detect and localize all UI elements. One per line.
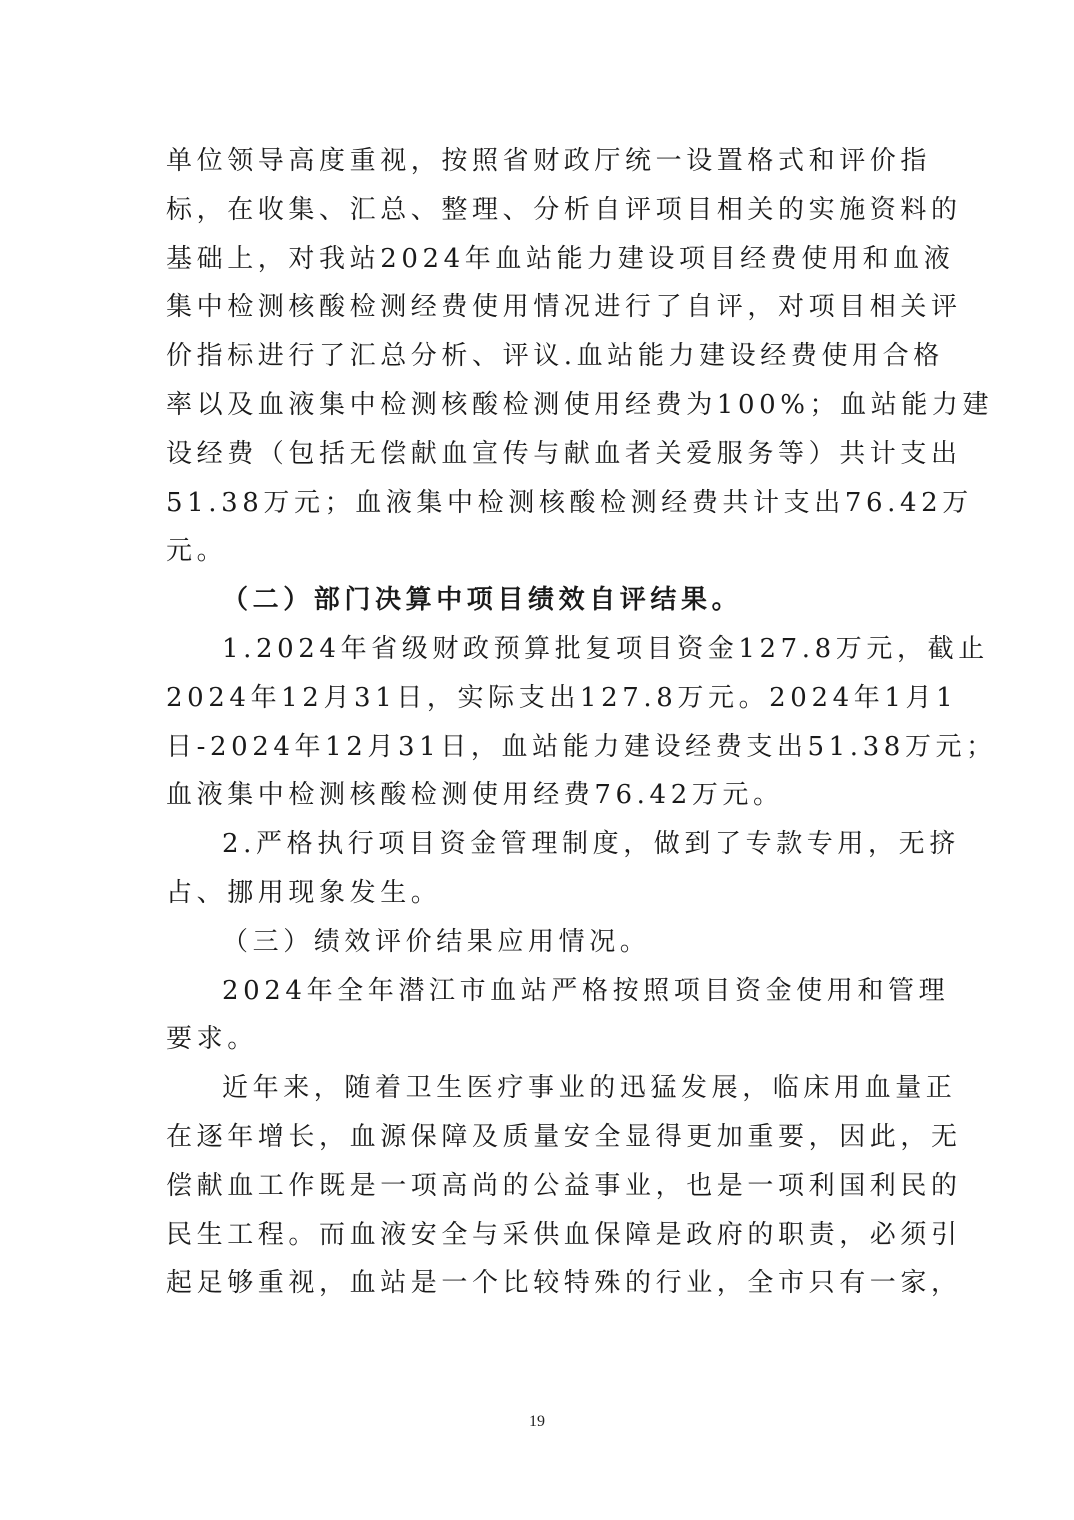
text-line: 占、挪用现象发生。 [166,877,442,908]
text-line: 设经费（包括无偿献血宣传与献血者关爱服务等）共计支出 [166,438,962,469]
text-line: 在逐年增长，血源保障及质量安全显得更加重要，因此，无 [166,1121,962,1152]
page-number: 19 [529,1413,545,1430]
section-heading: （三）绩效评价结果应用情况。 [222,926,651,957]
text-line: 率以及血液集中检测核酸检测使用经费为100%；血站能力建 [166,389,994,420]
text-line: 元。 [166,536,228,567]
text-line: 民生工程。而血液安全与采供血保障是政府的职责，必须引 [166,1219,962,1250]
text-line: 血液集中检测核酸检测使用经费76.42万元。 [166,780,784,811]
text-line: 1.2024年省级财政预算批复项目资金127.8万元，截止 [222,633,989,664]
text-line: 近年来，随着卫生医疗事业的迅猛发展，临床用血量正 [222,1073,957,1104]
text-line: 单位领导高度重视，按照省财政厅统一设置格式和评价指 [166,146,932,176]
text-line: 51.38万元；血液集中检测核酸检测经费共计支出76.42万 [166,487,973,518]
text-line: 集中检测核酸检测经费使用情况进行了自评，对项目相关评 [166,292,962,323]
text-line: 标，在收集、汇总、整理、分析自评项目相关的实施资料的 [166,194,962,225]
text-line: 2024年12月31日，实际支出127.8万元。2024年1月1 [166,682,958,713]
text-line: 起足够重视，血站是一个比较特殊的行业，全市只有一家， [166,1268,962,1299]
text-line: 2.严格执行项目资金管理制度，做到了专款专用，无挤 [222,829,960,860]
text-line: 2024年全年潜江市血站严格按照项目资金使用和管理 [222,975,950,1006]
text-line: 日-2024年12月31日，血站能力建设经费支出51.38万元； [166,731,997,762]
text-line: 要求。 [166,1024,258,1055]
section-heading: （二）部门决算中项目绩效自评结果。 [222,585,743,616]
body-text [166,137,997,1308]
text-line: 价指标进行了汇总分析、评议.血站能力建设经费使用合格 [166,341,944,372]
text-line: 偿献血工作既是一项高尚的公益事业，也是一项利国利民的 [166,1170,962,1201]
text-line: 基础上，对我站2024年血站能力建设项目经费使用和血液 [166,243,955,274]
